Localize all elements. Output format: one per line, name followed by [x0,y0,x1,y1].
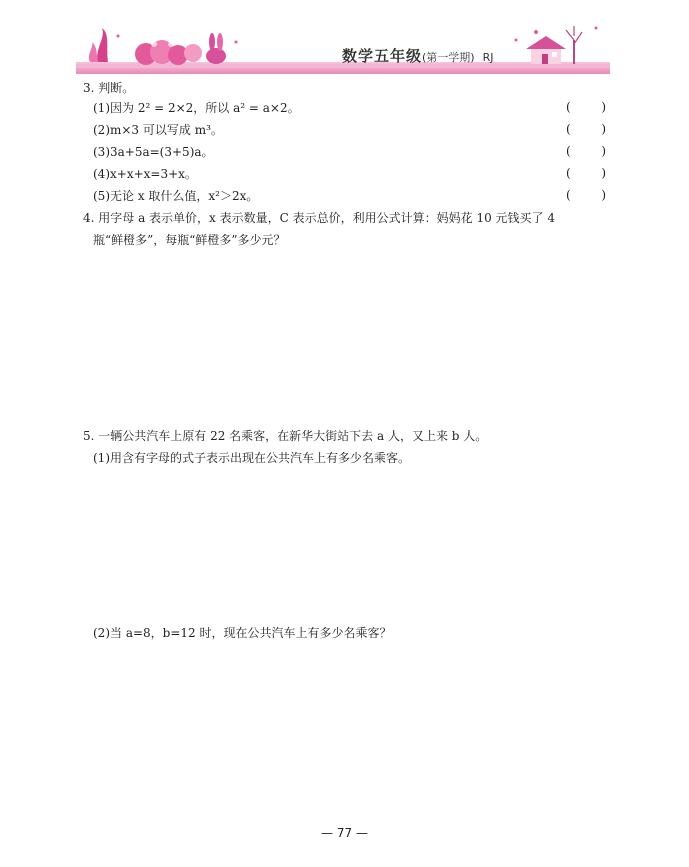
edition-label: RJ [482,51,494,64]
answer-bracket-1[interactable]: ( ) [566,100,606,114]
q3-item-2: (2)m×3 可以写成 m³。 [93,123,223,137]
swirl-plant-icon [89,28,108,62]
q4-line-1: 4. 用字母 a 表示单价，x 表示数量，C 表示总价，利用公式计算：妈妈花 10 元钱买了 4 [83,211,555,225]
q5-part-1: (1)用含有字母的式子表示出现在公共汽车上有多少名乘客。 [93,451,411,465]
q3-heading: 3. 判断。 [83,81,135,95]
q4-line-2: 瓶“鲜橙多”，每瓶“鲜橙多”多少元？ [93,233,286,247]
grade-title: 数学五年级 [342,47,423,65]
tree-icon [566,26,582,64]
q5-stem: 5. 一辆公共汽车上原有 22 名乘客，在新华大街站下去 a 人，又上来 b 人。 [83,429,488,443]
header-banner [76,22,610,74]
q3-item-1: (1)因为 2² = 2×2，所以 a² = a×2。 [93,101,300,115]
q5-part-2: (2)当 a=8，b=12 时，现在公共汽车上有多少名乘客？ [93,626,392,640]
page-number: — 77 — [321,826,368,840]
q3-item-4: (4)x+x+x=3+x。 [93,167,197,181]
q3-item-3: (3)3a+5a=(3+5)a。 [93,145,214,159]
q4-answer-space[interactable] [83,256,608,416]
q3-item-5: (5)无论 x 取什么值，x²＞2x。 [93,189,259,203]
flower-cluster-icon [135,40,202,65]
q5-part-1-answer-space[interactable] [83,474,608,614]
q5-part-2-answer-space[interactable] [83,650,608,810]
answer-bracket-4[interactable]: ( ) [566,166,606,180]
term-label: (第一学期) [422,51,475,64]
answer-bracket-3[interactable]: ( ) [566,144,606,158]
answer-bracket-2[interactable]: ( ) [566,122,606,136]
sparkle-icon [117,27,598,44]
header-title [342,45,494,66]
answer-bracket-5[interactable]: ( ) [566,188,606,202]
bunny-icon [206,33,226,64]
house-icon [526,36,566,64]
